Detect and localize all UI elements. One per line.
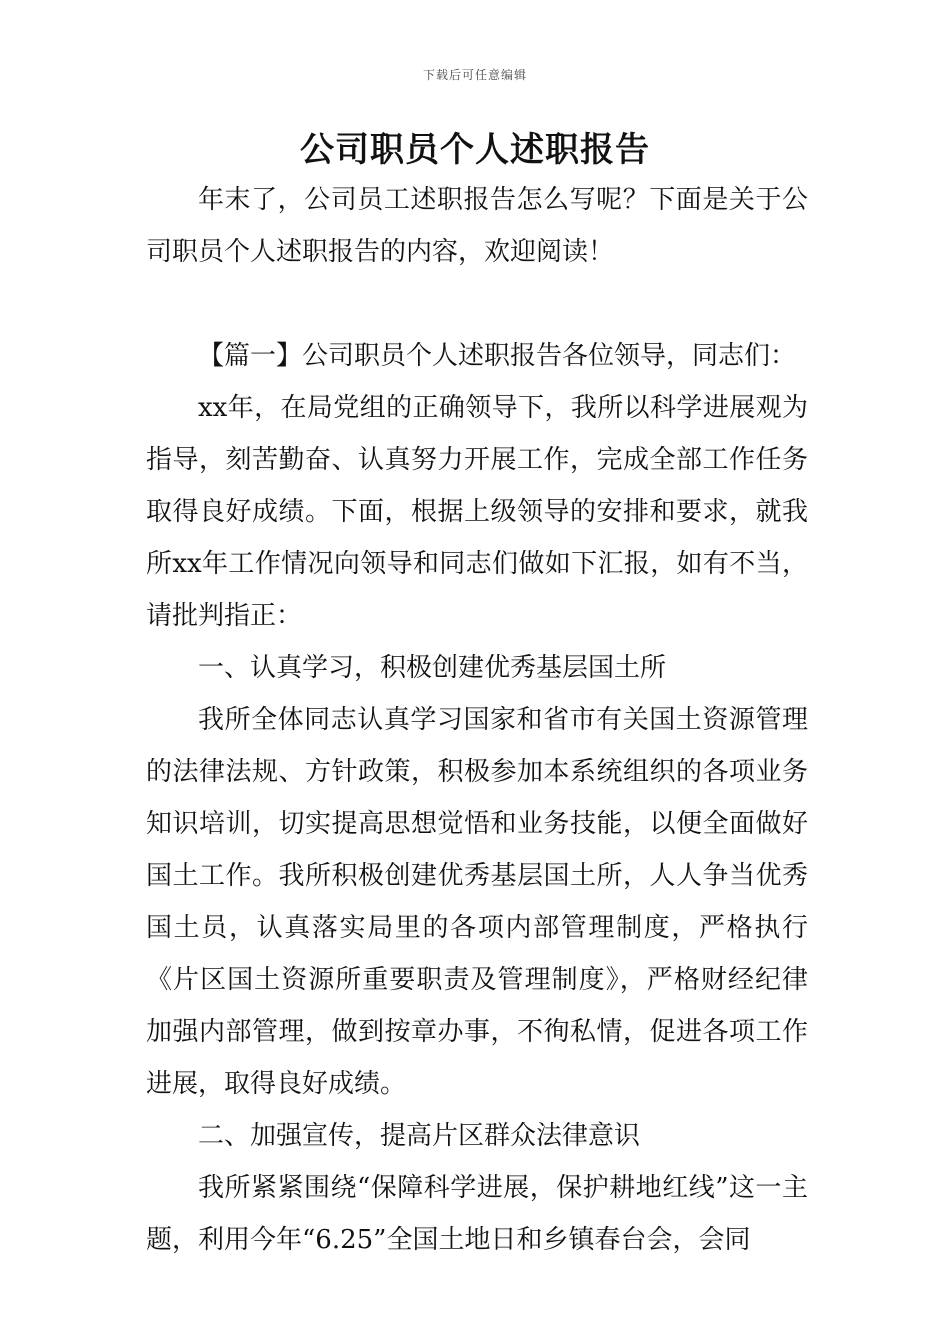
section-heading-1: 一、认真学习，积极创建优秀基层国土所 xyxy=(198,653,667,683)
body-paragraph: 我所全体同志认真学习国家和省市有关国土资源管理的法律法规、方针政策，积极参加本系统组织的各项业务知识培训，切实提高思想觉悟和业务技能，以便全面做好国土工作。我所积极创建优秀基层国土所，人人争当优秀国土员，认真落实局里的各项内部管理制度，严格执行《片区国土资源所重要职责及管理制度》，严格财经纪律加强内部管理，做到按章办事，不徇私情，促进各项工作进展，取得良好成绩。 xyxy=(146,705,808,1099)
section-heading-part-one: 【篇一】公司职员个人述职报告各位领导，同志们： xyxy=(198,341,797,371)
body-paragraph: xx年，在局党组的正确领导下，我所以科学进展观为指导，刻苦勤奋、认真努力开展工作，完成全部工作任务取得良好成绩。下面，根据上级领导的安排和要求，就我所xx年工作情况向领导和同志们做如下汇报，如有不当，请批判指正： xyxy=(146,393,808,631)
intro-paragraph: 年末了，公司员工述职报告怎么写呢？下面是关于公司职员个人述职报告的内容，欢迎阅读！ xyxy=(146,185,808,267)
document-title: 公司职员个人述职报告 xyxy=(300,130,650,170)
header-note: 下载后可任意编辑 xyxy=(422,68,527,82)
section-heading-2: 二、加强宣传，提高片区群众法律意识 xyxy=(198,1121,641,1151)
document-body xyxy=(146,174,808,1266)
body-paragraph: 我所紧紧围绕“保障科学进展，保护耕地红线”这一主题，利用今年“6.25”全国土地日和乡镇春台会，会同 xyxy=(146,1173,808,1255)
